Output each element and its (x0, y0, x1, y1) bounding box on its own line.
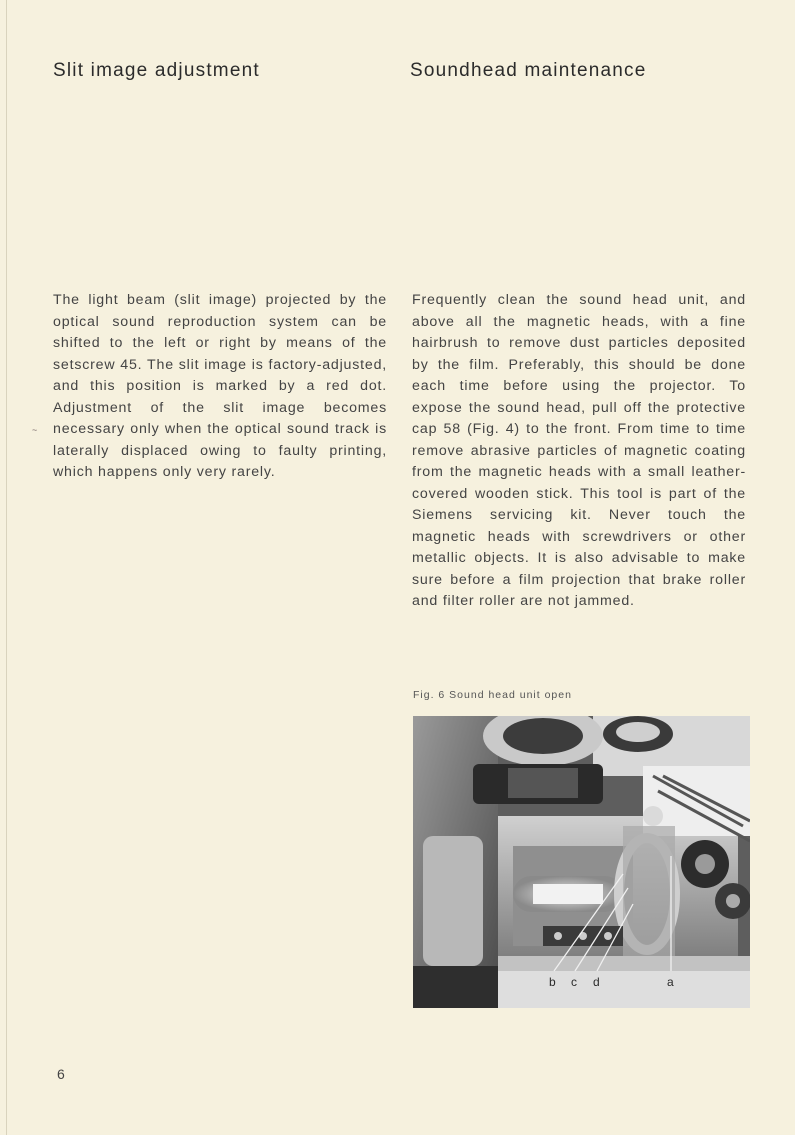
heading-slit-image-adjustment: Slit image adjustment (53, 60, 260, 81)
label-d: d (593, 975, 600, 989)
label-c: c (571, 975, 577, 989)
heading-soundhead-maintenance: Soundhead maintenance (410, 60, 647, 81)
figure-photo-sound-head (413, 716, 750, 1008)
paragraph-slit-image: The light beam (slit image) projected by the optical sound reproduction system can be shifted to the left or right by means of the setscrew 45. The slit image is factory-adjusted, and this position is marked by a red dot. Adjustment of the slit image becomes necessary only when the optical sound track is laterally displaced owing to faulty printing, which happens only very rarely. (53, 292, 387, 480)
sound-head-illustration (413, 716, 750, 1008)
label-b: b (549, 975, 556, 989)
label-a: a (667, 975, 674, 989)
paragraph-soundhead: Frequently clean the sound head unit, and above all the magnetic heads, with a fine hairbrush to remove dust particles deposited by the film. Preferably, this should be done each time before using the projector. To expose the sound head, pull off the protective cap 58 (Fig. 4) to the front. From time to time remove abrasive particles of magnetic coating from the magnetic heads with a small leather-covered wooden stick. This tool is part of the Siemens servicing kit. Never touch the magnetic heads with screwdrivers or other metallic objects. It is also advisable to make sure before a film projection that brake roller and filter roller are not jammed. (412, 292, 746, 609)
margin-mark: ~ (32, 425, 38, 435)
page-number: 6 (57, 1066, 65, 1082)
figure-caption: Fig. 6 Sound head unit open (413, 689, 572, 701)
page-edge (6, 0, 7, 1135)
